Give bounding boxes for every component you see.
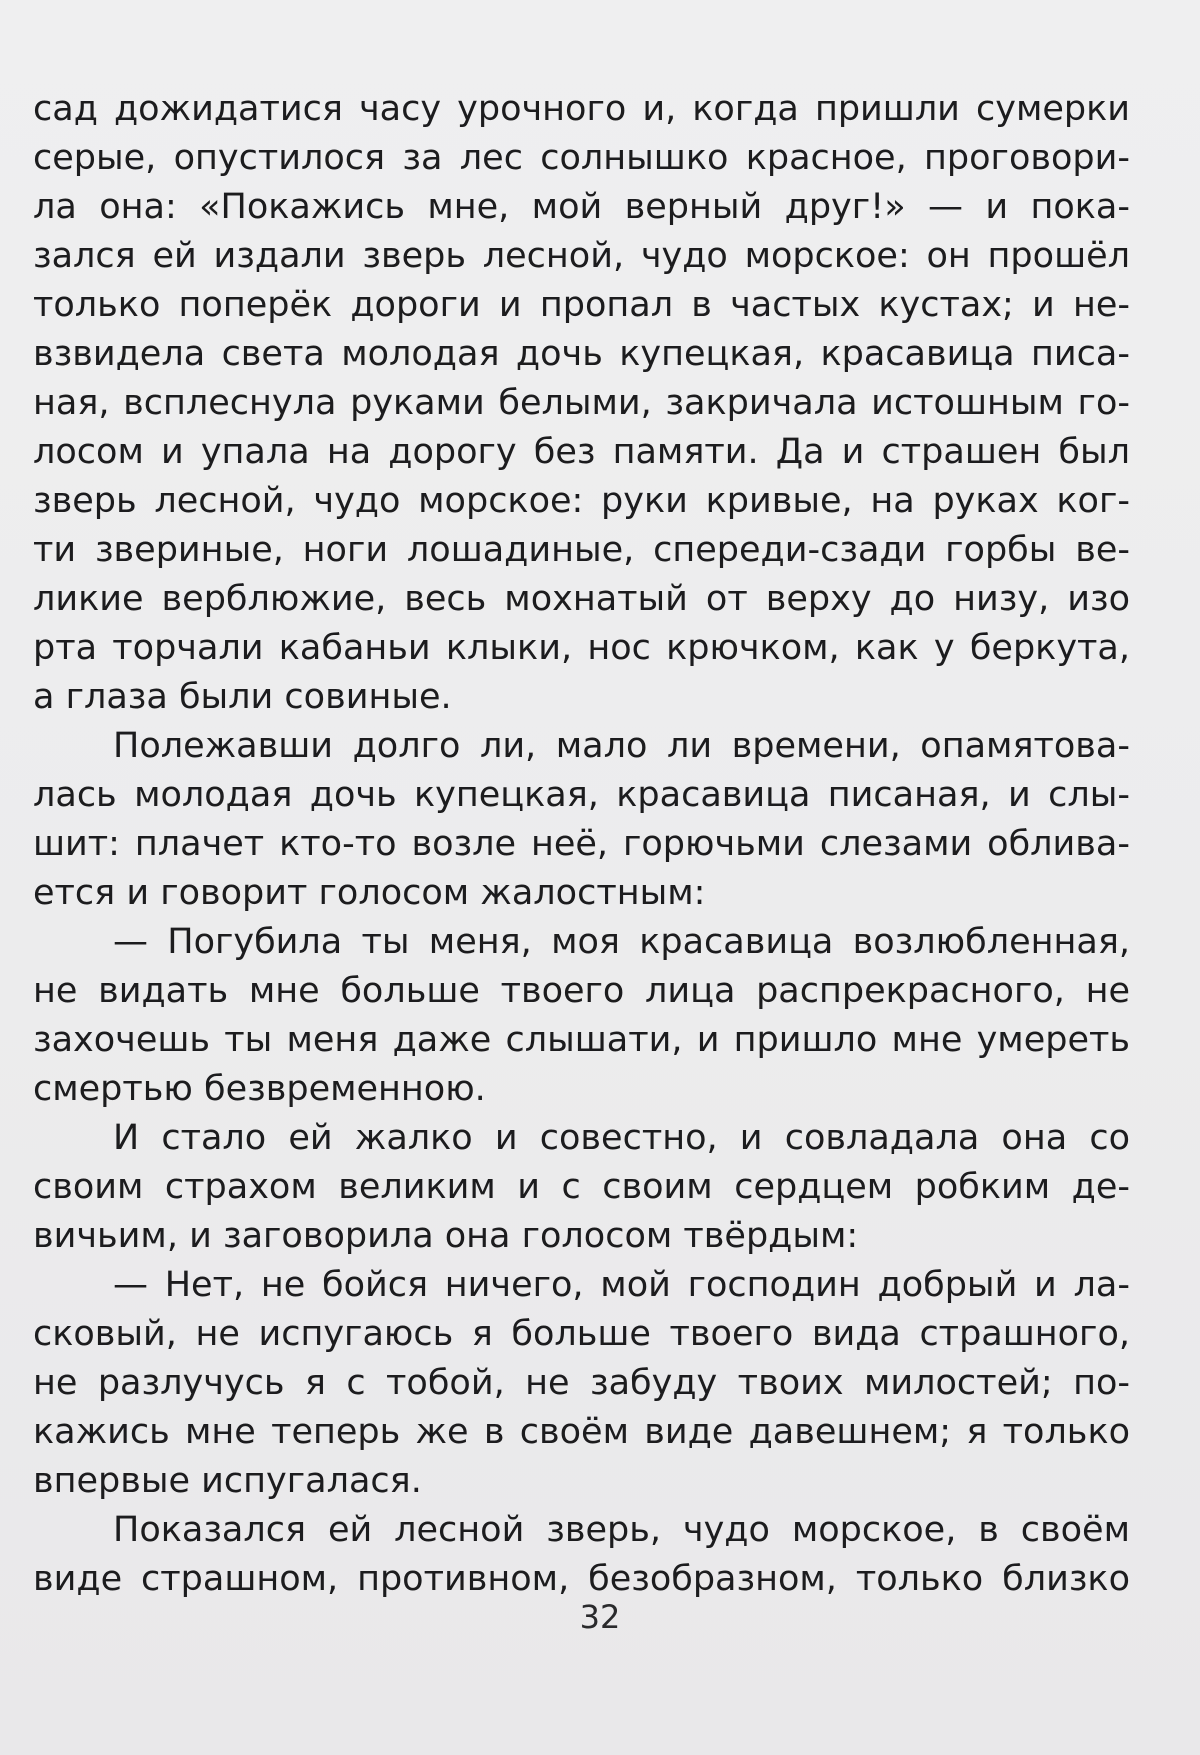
text-line: лась молодая дочь купецкая, красавица писаная, и слы- [33, 775, 1130, 815]
text-line: ликие верблюжие, весь мохнатый от верху до низу, изо [33, 579, 1130, 619]
page-number: 32 [579, 1598, 621, 1636]
text-line: не разлучусь я с тобой, не забуду твоих милостей; по- [33, 1363, 1130, 1403]
text-line: серые, опустилося за лес солнышко красное, проговори- [33, 138, 1130, 178]
text-line: лосом и упала на дорогу без памяти. Да и страшен был [33, 432, 1130, 472]
text-line: — Погубила ты меня, моя красавица возлюбленная, [113, 922, 1130, 962]
text-line: рта торчали кабаньи клыки, нос крючком, как у беркута, [33, 628, 1130, 668]
text-line: а глаза были совиные. [33, 677, 452, 717]
text-line: зверь лесной, чудо морское: руки кривые, на руках ког- [33, 481, 1130, 521]
text-line: только поперёк дороги и пропал в частых кустах; и не- [33, 285, 1130, 325]
text-line: шит: плачет кто-то возле неё, горючьми слезами облива- [33, 824, 1130, 864]
text-line: кажись мне теперь же в своём виде давешнем; я только [33, 1412, 1130, 1452]
text-line: Полежавши долго ли, мало ли времени, опамятова- [113, 726, 1130, 766]
text-line: вичьим, и заговорила она голосом твёрдым: [33, 1216, 859, 1256]
text-line: взвидела света молодая дочь купецкая, красавица писа- [33, 334, 1130, 374]
text-line: зался ей издали зверь лесной, чудо морское: он прошёл [33, 236, 1130, 276]
text-line: впервые испугалася. [33, 1461, 422, 1501]
text-line: сковый, не испугаюсь я больше твоего вида страшного, [33, 1314, 1130, 1354]
text-line: смертью безвременною. [33, 1069, 486, 1109]
text-line: не видать мне больше твоего лица распрекрасного, не [33, 971, 1130, 1011]
body-text [33, 85, 1130, 1604]
text-line: ла она: «Покажись мне, мой верный друг!» — и пока- [33, 187, 1130, 227]
text-line: своим страхом великим и с своим сердцем робким де- [33, 1167, 1130, 1207]
text-line: ти звериные, ноги лошадиные, спереди-сзади горбы ве- [33, 530, 1130, 570]
text-line: ная, всплеснула руками белыми, закричала истошным го- [33, 383, 1130, 423]
text-line: виде страшном, противном, безобразном, только близко [33, 1559, 1130, 1599]
text-line: захочешь ты меня даже слышати, и пришло мне умереть [33, 1020, 1130, 1060]
text-line: сад дожидатися часу урочного и, когда пришли сумерки [33, 89, 1130, 129]
text-line: И стало ей жалко и совестно, и совладала она со [113, 1118, 1130, 1158]
text-line: Показался ей лесной зверь, чудо морское, в своём [113, 1510, 1130, 1550]
text-line: — Нет, не бойся ничего, мой господин добрый и ла- [113, 1265, 1130, 1305]
text-line: ется и говорит голосом жалостным: [33, 873, 706, 913]
